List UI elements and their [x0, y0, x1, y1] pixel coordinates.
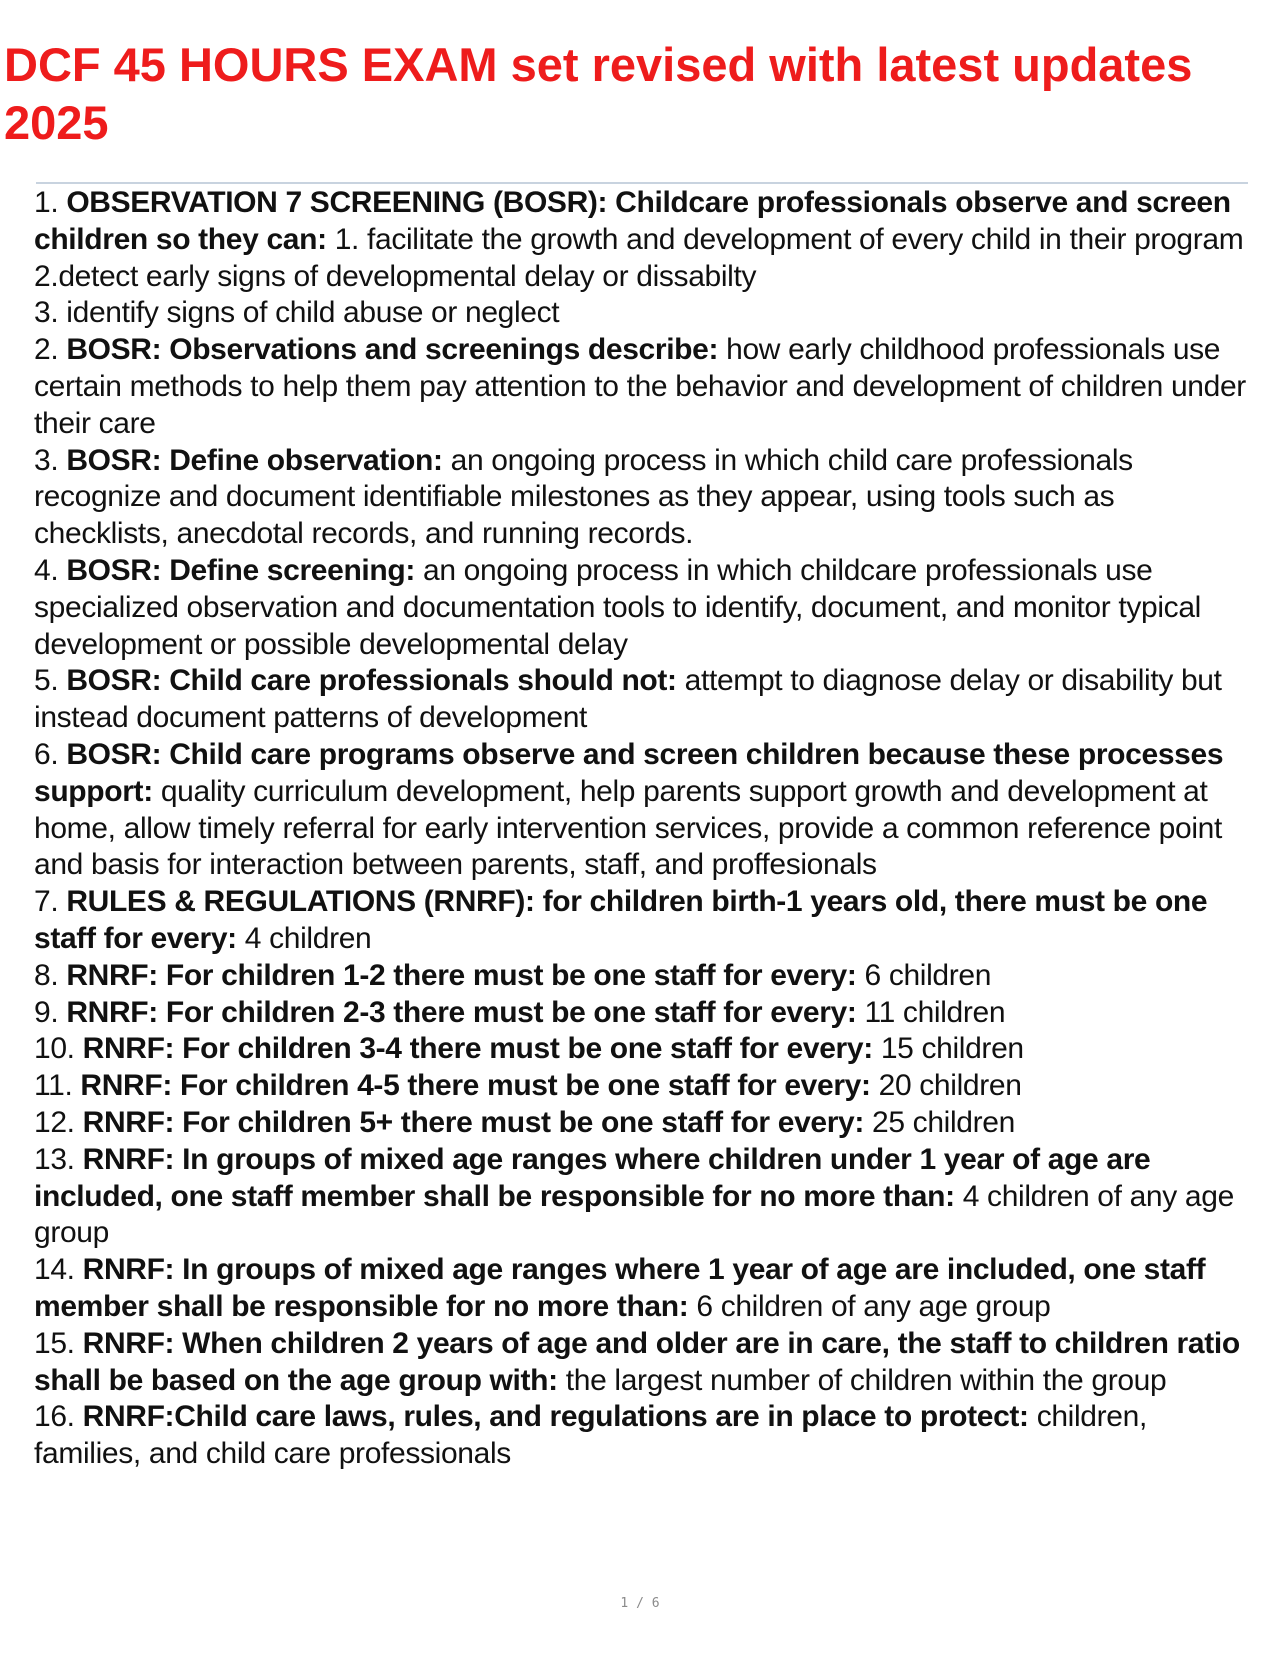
page-number: 1 / 6	[620, 1596, 660, 1611]
item-question: RNRF: In groups of mixed age ranges where 1 year of age are included, one staff member shall be responsible for no more than:	[34, 1253, 1206, 1323]
list-item-2	[34, 332, 1256, 442]
item-number: 7.	[34, 885, 67, 919]
item-number: 11.	[34, 1069, 81, 1103]
item-question: RNRF: For children 1-2 there must be one staff for every:	[66, 958, 857, 992]
list-item-3	[34, 443, 1256, 553]
item-number: 5.	[34, 664, 67, 698]
list-item-10	[34, 1031, 1256, 1068]
item-answer-continued: 2.detect early signs of developmental delay or dissabilty	[34, 259, 757, 293]
list-item-1	[34, 185, 1256, 332]
item-number: 10.	[34, 1032, 83, 1066]
item-number: 13.	[34, 1142, 83, 1176]
item-answer: 4 children	[236, 921, 372, 955]
item-question: RULES & REGULATIONS (RNRF): for children birth-1 years old, there must be one staff for every:	[34, 885, 1208, 955]
list-item-14	[34, 1252, 1256, 1326]
item-number: 12.	[34, 1105, 83, 1139]
item-answer: 6 children	[856, 958, 992, 992]
list-item-7	[34, 884, 1256, 958]
list-item-13	[34, 1142, 1256, 1252]
item-answer: 15 children	[872, 1032, 1024, 1066]
list-item-4	[34, 553, 1256, 663]
list-item-11	[34, 1068, 1256, 1105]
item-answer: an ongoing process in which child care professionals recognize and document identifiable milestones as they appear, using tools such as checklists, anecdotal records, and running records.	[34, 443, 1133, 551]
item-number: 8.	[34, 958, 67, 992]
item-answer: how early childhood professionals use certain methods to help them pay attention to the behavior and development of children under their care	[34, 333, 1246, 440]
list-item-6	[34, 737, 1256, 884]
item-answer: an ongoing process in which childcare professionals use specialized observation and documentation tools to identify, document, and monitor typical development or possible developmental delay	[34, 553, 1201, 661]
item-question: RNRF: In groups of mixed age ranges where children under 1 year of age are included, one staff member shall be responsible for no more than:	[34, 1142, 1151, 1213]
item-answer: 20 children	[870, 1069, 1022, 1103]
list-item-16	[34, 1399, 1256, 1473]
item-number: 14.	[34, 1253, 83, 1287]
item-number: 1.	[34, 186, 67, 219]
list-item-9	[34, 995, 1256, 1032]
list-item-8	[34, 958, 1256, 995]
item-number: 4.	[34, 553, 67, 587]
title-divider	[36, 182, 1248, 184]
item-number: 6.	[34, 737, 67, 771]
item-question: RNRF: For children 3-4 there must be one staff for every:	[82, 1032, 873, 1066]
item-question: RNRF: For children 5+ there must be one staff for every:	[82, 1105, 865, 1139]
item-number: 9.	[34, 995, 67, 1029]
item-number: 3.	[34, 443, 67, 477]
document-title: DCF 45 HOURS EXAM set revised with latest updates 2025	[4, 38, 1193, 149]
item-question: RNRF: For children 2-3 there must be one staff for every:	[66, 995, 857, 1029]
item-question: RNRF:Child care laws, rules, and regulations are in place to protect:	[82, 1400, 1029, 1434]
question-list	[34, 185, 1256, 1473]
item-number: 2.	[34, 333, 67, 367]
item-question: OBSERVATION 7 SCREENING (BOSR): Childcare professionals observe and screen children so they can:	[34, 186, 1231, 256]
item-question: BOSR: Child care professionals should not:	[66, 664, 677, 698]
list-item-5	[34, 663, 1256, 737]
item-answer: 25 children	[864, 1105, 1015, 1139]
item-answer: the largest number of children within the group	[557, 1363, 1167, 1397]
item-question: RNRF: For children 4-5 there must be one staff for every:	[80, 1069, 871, 1103]
item-answer: 4 children of any age group	[34, 1179, 1234, 1250]
list-item-12	[34, 1105, 1256, 1142]
list-item-15	[34, 1326, 1256, 1400]
item-question: RNRF: When children 2 years of age and older are in care, the staff to children ratio shall be based on the age group with:	[34, 1326, 1240, 1397]
item-answer: attempt to diagnose delay or disability but instead document patterns of development	[34, 664, 1222, 735]
item-question: BOSR: Define screening:	[66, 553, 415, 587]
item-answer-continued: 3. identify signs of child abuse or neglect	[34, 296, 560, 330]
item-number: 15.	[34, 1326, 83, 1360]
item-answer: 6 children of any age group	[688, 1289, 1051, 1323]
item-question: BOSR: Observations and screenings describe:	[66, 333, 719, 367]
item-number: 16.	[34, 1400, 83, 1434]
item-question: BOSR: Define observation:	[66, 443, 443, 477]
item-answer: 1. facilitate the growth and development of every child in their program	[326, 222, 1244, 256]
item-answer: children, families, and child care professionals	[34, 1400, 1147, 1471]
item-answer: quality curriculum development, help parents support growth and development at home, allow timely referral for early intervention services, provide a common reference point and basis for interaction between parents, staff, and proffesionals	[34, 774, 1222, 882]
item-question: BOSR: Child care programs observe and screen children because these processes support:	[34, 737, 1224, 808]
item-answer: 11 children	[856, 995, 1006, 1029]
